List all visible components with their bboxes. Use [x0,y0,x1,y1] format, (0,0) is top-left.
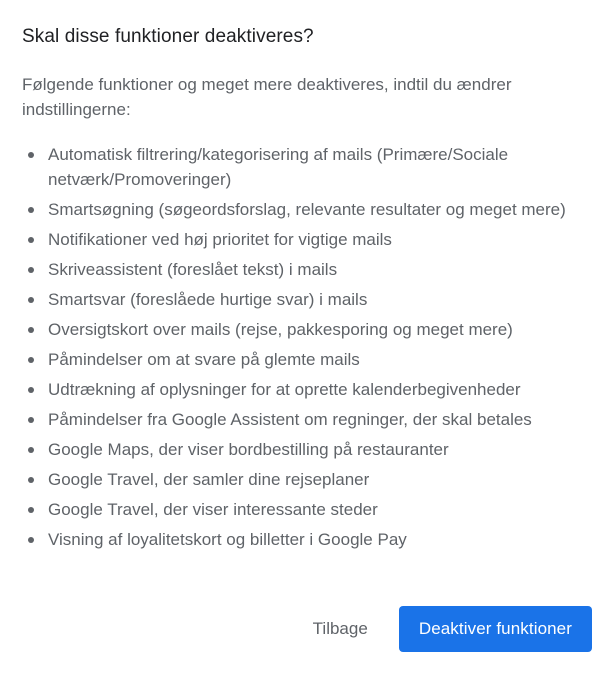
bullet-icon [28,152,34,158]
feature-label: Visning af loyalitetskort og billetter i Google Pay [48,530,407,549]
bullet-icon [28,327,34,333]
feature-label: Automatisk filtrering/kategorisering af mails (Primære/Sociale netværk/Promoveringer) [48,145,509,189]
feature-label: Google Maps, der viser bordbestilling på restauranter [48,440,449,459]
bullet-icon [28,357,34,363]
feature-label: Google Travel, der samler dine rejseplaner [48,470,370,489]
feature-list [22,142,592,557]
bullet-icon [28,207,34,213]
feature-list-item [22,407,592,432]
feature-label: Smartsvar (foreslåede hurtige svar) i mails [48,290,368,309]
feature-label: Notifikationer ved høj prioritet for vigtige mails [48,230,392,249]
feature-list-item [22,317,592,342]
bullet-icon [28,267,34,273]
back-button[interactable]: Tilbage [290,606,391,652]
bullet-icon [28,387,34,393]
feature-list-item [22,257,592,282]
feature-label: Påmindelser om at svare på glemte mails [48,350,360,369]
feature-list-item [22,377,592,402]
bullet-icon [28,507,34,513]
feature-label: Udtrækning af oplysninger for at oprette kalenderbegivenheder [48,380,521,399]
bullet-icon [28,237,34,243]
bullet-icon [28,477,34,483]
dialog-actions [290,606,592,652]
feature-list-item [22,142,592,192]
bullet-icon [28,447,34,453]
bullet-icon [28,297,34,303]
feature-list-item [22,197,592,222]
feature-label: Skriveassistent (foreslået tekst) i mails [48,260,338,279]
feature-list-item [22,347,592,372]
feature-label: Smartsøgning (søgeordsforslag, relevante resultater og meget mere) [48,200,566,219]
feature-label: Google Travel, der viser interessante steder [48,500,378,519]
feature-list-item [22,227,592,252]
deactivate-features-button[interactable]: Deaktiver funktioner [399,606,592,652]
feature-list-item [22,467,592,492]
feature-label: Oversigtskort over mails (rejse, pakkesporing og meget mere) [48,320,513,339]
feature-list-item [22,437,592,462]
feature-list-item [22,287,592,312]
dialog-title: Skal disse funktioner deaktiveres? [22,26,314,47]
bullet-icon [28,537,34,543]
feature-list-item [22,527,592,552]
dialog-intro-text: Følgende funktioner og meget mere deaktiveres, indtil du ændrer indstillingerne: [22,75,512,119]
feature-label: Påmindelser fra Google Assistent om regninger, der skal betales [48,410,532,429]
bullet-icon [28,417,34,423]
feature-list-item [22,497,592,522]
